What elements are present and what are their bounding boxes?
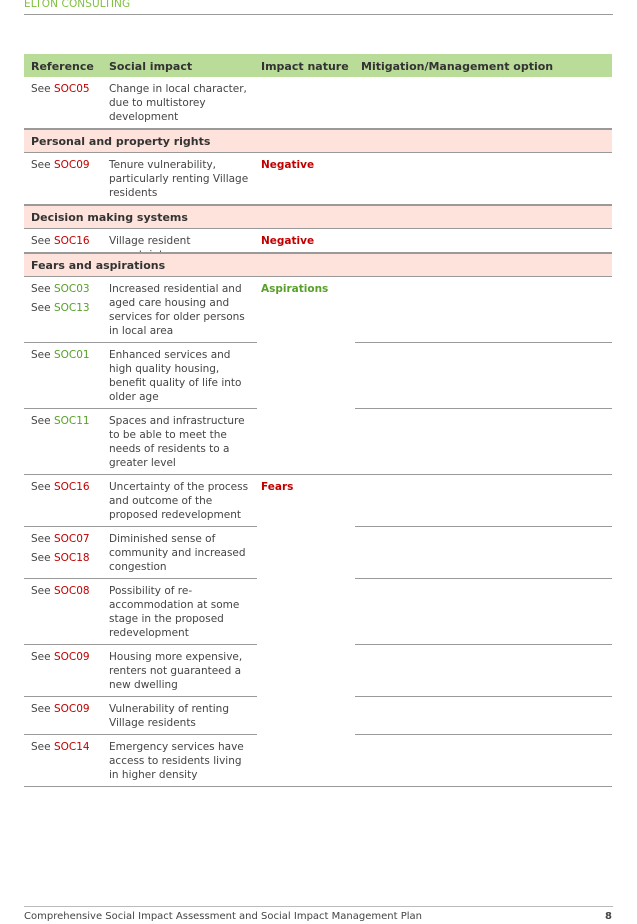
impact-nature-cell: Aspirations xyxy=(261,283,329,295)
reference-cell xyxy=(31,480,90,494)
see-label: See xyxy=(31,552,54,564)
table-row xyxy=(24,645,612,697)
col-reference: Reference xyxy=(31,60,94,73)
social-impact-cell: Emergency services have access to residents living in higher density xyxy=(109,741,244,781)
reference-cell xyxy=(31,740,90,754)
reference-link[interactable]: SOC05 xyxy=(53,83,90,95)
see-label: See xyxy=(31,349,54,361)
table-row xyxy=(24,697,612,735)
see-label: See xyxy=(31,159,54,171)
see-label: See xyxy=(31,415,54,427)
section-row xyxy=(24,253,612,277)
reference-link[interactable]: SOC09 xyxy=(53,703,90,715)
social-impact-cell: Housing more expensive, renters not guaranteed a new dwelling xyxy=(109,651,243,691)
social-impact-cell: Tenure vulnerability, particularly renting Village residents xyxy=(109,159,249,199)
reference-cell xyxy=(31,234,90,248)
reference-link[interactable]: SOC09 xyxy=(53,159,90,171)
social-impact-cell: Possibility of re-accommodation at some stage in the proposed redevelopment xyxy=(109,585,240,639)
table-row xyxy=(24,277,612,343)
reference-link[interactable]: SOC16 xyxy=(53,481,90,493)
social-impact-cell: Vulnerability of renting Village residents xyxy=(109,703,230,729)
page-number: 8 xyxy=(605,911,612,922)
reference-link[interactable]: SOC11 xyxy=(53,415,90,427)
reference-link[interactable]: SOC16 xyxy=(53,235,90,247)
reference-cell xyxy=(31,82,90,96)
social-impact-cell: Change in local character, due to multistorey development xyxy=(109,83,247,123)
col-mitigation: Mitigation/Management option xyxy=(361,60,554,73)
table-row xyxy=(24,229,612,253)
reference-cell xyxy=(31,348,90,362)
footer-rule xyxy=(24,906,613,907)
table-row xyxy=(24,77,612,129)
social-impact-cell: Village resident xyxy=(109,235,191,247)
reference-link[interactable]: SOC08 xyxy=(53,585,90,597)
reference-cell xyxy=(31,282,90,315)
see-label: See xyxy=(31,585,54,597)
table-row xyxy=(24,527,612,579)
see-label: See xyxy=(31,235,54,247)
footer-title: Comprehensive Social Impact Assessment and Social Impact Management Plan xyxy=(24,911,422,922)
section-row xyxy=(24,205,612,229)
reference-cell xyxy=(31,158,90,172)
see-label: See xyxy=(31,741,54,753)
see-label: See xyxy=(31,83,54,95)
reference-cell xyxy=(31,702,90,716)
social-impact-cell: Diminished sense of community and increased congestion xyxy=(109,533,246,573)
section-title: Personal and property rights xyxy=(31,135,211,148)
reference-link[interactable]: SOC01 xyxy=(53,349,90,361)
social-impact-cell: Uncertainty of the process and outcome of the proposed redevelopment xyxy=(109,481,249,521)
table-row xyxy=(24,735,612,787)
see-label: See xyxy=(31,283,54,295)
table-header xyxy=(24,54,612,77)
reference-link[interactable]: SOC18 xyxy=(53,552,90,564)
social-impact-cell: Enhanced services and high quality housing, benefit quality of life into older age xyxy=(109,349,242,403)
section-title: Decision making systems xyxy=(31,211,188,224)
col-social-impact: Social impact xyxy=(109,60,193,73)
social-impact-cell: Spaces and infrastructure to be able to meet the needs of residents to a greater level xyxy=(109,415,245,469)
reference-cell xyxy=(31,650,90,664)
reference-link[interactable]: SOC14 xyxy=(53,741,90,753)
section-title: Fears and aspirations xyxy=(31,259,166,272)
reference-cell xyxy=(31,414,90,428)
reference-link[interactable]: SOC09 xyxy=(53,651,90,663)
see-label: See xyxy=(31,703,54,715)
section-row xyxy=(24,129,612,153)
social-impact-cell: Increased residential and aged care housing and services for older persons in local area xyxy=(109,283,245,337)
see-label: See xyxy=(31,302,54,314)
table-row xyxy=(24,409,612,475)
impact-nature-cell: Fears xyxy=(261,481,294,493)
row-divider xyxy=(24,786,612,787)
reference-link[interactable]: SOC07 xyxy=(53,533,90,545)
table-row xyxy=(24,153,612,205)
impact-nature-cell: Negative xyxy=(261,159,315,171)
impact-nature-cell: Negative xyxy=(261,235,315,247)
see-label: See xyxy=(31,481,54,493)
header-rule xyxy=(24,14,613,15)
table-row xyxy=(24,475,612,527)
col-impact-nature: Impact nature xyxy=(261,60,349,73)
reference-cell xyxy=(31,584,90,598)
reference-link[interactable]: SOC03 xyxy=(53,283,90,295)
impact-table xyxy=(24,54,612,787)
see-label: See xyxy=(31,651,54,663)
table-row xyxy=(24,343,612,409)
reference-cell xyxy=(31,532,90,565)
see-label: See xyxy=(31,533,54,545)
table-row xyxy=(24,579,612,645)
table-body xyxy=(24,77,612,787)
company-header: ELTON CONSULTING xyxy=(24,0,131,10)
reference-link[interactable]: SOC13 xyxy=(53,302,90,314)
